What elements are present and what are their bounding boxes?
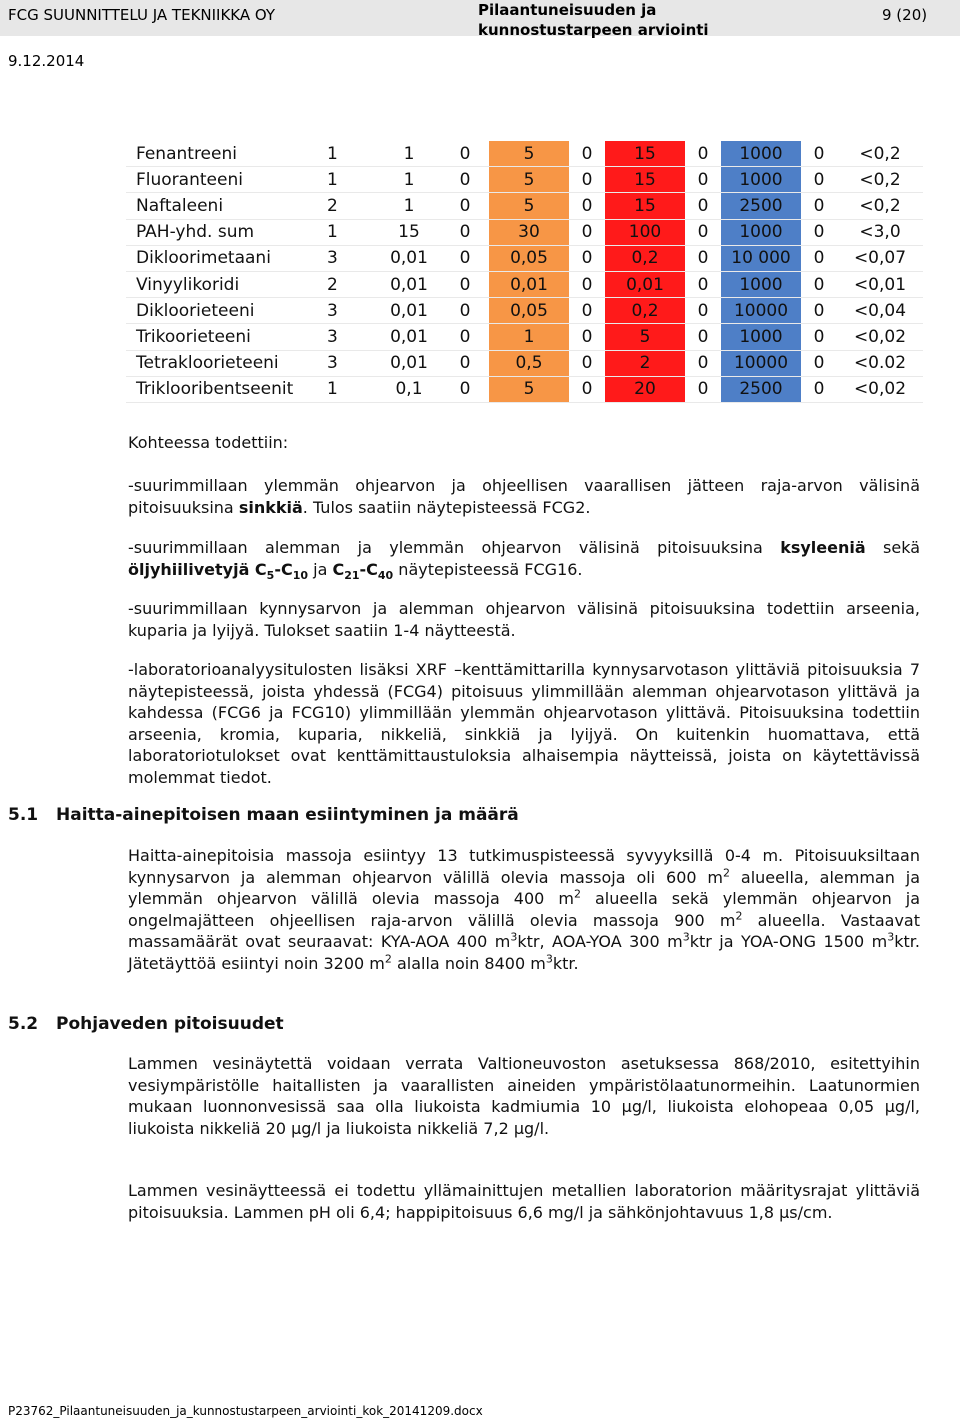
table-cell: 0 — [569, 193, 605, 219]
table-cell: 0 — [685, 167, 721, 193]
substance-name: Fluoranteeni — [126, 167, 319, 193]
table-cell: 5 — [489, 376, 569, 402]
substance-name: Trikoorieteeni — [126, 324, 319, 350]
table-cell: 5 — [489, 193, 569, 219]
table-cell: 0 — [569, 167, 605, 193]
table-cell: 10 000 — [721, 245, 801, 271]
table-cell: 1 — [489, 324, 569, 350]
footer-filename: P23762_Pilaantuneisuuden_ja_kunnostustarpeen_arviointi_kok_20141209.docx — [8, 1404, 483, 1418]
table-cell: 3 — [319, 350, 377, 376]
section-5-1-text: Haitta-ainepitoisia massoja esiintyy 13 tutkimuspisteessä syvyyksillä 0-4 m. Pitoisuuksiltaan kynnysarvon ja alemman ohjearvon välillä olevia massoja oli 600 $m^2$ alueella, alemman ja ylemmän ohjearvon välillä olevia massoja 400 $m^2$ alueella sekä ylemmän ohjearvon ja ongelmajätteen ohjeellisen raja-arvon välillä olevia massoja 900 $m^2$ alueella. Vastaavat massamäärät ovat seuraavat: KYA-AOA 400 $m^3ktr$, AOA-YOA 300 $m^3ktr$ ja YOA-ONG 1500 $m^3ktr$. Jätetäyttöä esiintyi noin 3200 $m^2$ alalla noin 8400 $m^3ktr$. — [128, 846, 921, 973]
table-cell: 0 — [441, 298, 489, 324]
table-cell: 0,05 — [489, 245, 569, 271]
table-cell: 2500 — [721, 376, 801, 402]
table-cell: 0,5 — [489, 350, 569, 376]
table-cell: 10000 — [721, 298, 801, 324]
table-cell: 15 — [605, 193, 685, 219]
finding-arsenic: -suurimmillaan kynnysarvon ja alemman ohjearvon välisinä pitoisuuksina todettiin arseenia, kuparia ja lyijyä. Tulokset saatiin 1-4 näytteestä. — [128, 599, 920, 640]
table-cell: <0,07 — [837, 245, 923, 271]
table-cell: 0 — [801, 141, 837, 167]
table-cell: 20 — [605, 376, 685, 402]
table-cell: 0 — [441, 141, 489, 167]
table-cell: 3 — [319, 324, 377, 350]
table-cell: 0 — [685, 298, 721, 324]
table-cell: 0 — [569, 350, 605, 376]
table-cell: 10000 — [721, 350, 801, 376]
table-cell: 0 — [801, 350, 837, 376]
table-cell: 0 — [685, 193, 721, 219]
table-cell: 0 — [569, 245, 605, 271]
table-row — [126, 350, 923, 376]
table-cell: 15 — [377, 219, 441, 245]
table-cell: <0,2 — [837, 167, 923, 193]
table-cell: 100 — [605, 219, 685, 245]
table-cell: 1 — [377, 193, 441, 219]
table-cell: <0,02 — [837, 376, 923, 402]
table-cell: <0,04 — [837, 298, 923, 324]
table-cell: 0 — [441, 193, 489, 219]
table-cell: 5 — [489, 167, 569, 193]
table-cell: 0 — [801, 324, 837, 350]
section-5-2-heading: 5.2 Pohjaveden pitoisuudet — [8, 1014, 284, 1034]
company-name: FCG SUUNNITTELU JA TEKNIIKKA OY — [8, 6, 276, 24]
table-cell: 0,05 — [489, 298, 569, 324]
section-5-2-text-1: Lammen vesinäytettä voidaan verrata Valtioneuvoston asetuksessa 868/2010, esitettyihin vesiympäristölle haitallisten ja vaarallisten aineiden ympäristölaatunormeihin. Laatunormien mukaan luonnonvesissä saa olla liukoista kadmiumia 10 µg/l, liukoista elohopeaa 0,05 µg/l, liukoista nikkeliä 20 µg/l ja liukoista nikkeliä 7,2 µg/l. — [128, 1054, 920, 1138]
table-cell: 30 — [489, 219, 569, 245]
table-cell: 5 — [489, 141, 569, 167]
page-number: 9 (20) — [882, 6, 928, 24]
substance-name: Naftaleeni — [126, 193, 319, 219]
table-cell: 0,01 — [377, 271, 441, 297]
table-cell: <0,02 — [837, 324, 923, 350]
table-cell: 3 — [319, 298, 377, 324]
table-cell: 0,2 — [605, 298, 685, 324]
table-row — [126, 376, 923, 402]
table-cell: 1 — [319, 376, 377, 402]
table-cell: 0 — [569, 141, 605, 167]
findings-intro: Kohteessa todettiin: — [128, 433, 289, 452]
table-cell: 0 — [441, 219, 489, 245]
table-cell: 1000 — [721, 141, 801, 167]
table-cell: 2 — [319, 271, 377, 297]
table-cell: 0 — [801, 376, 837, 402]
section-5-2-text-2: Lammen vesinäytteessä ei todettu yllämainittujen metallien laboratorion määritysrajat ylittäviä pitoisuuksia. Lammen pH oli 6,4; happipitoisuus 6,6 mg/l ja sähkönjohtavuus 1,8 µs/cm. — [128, 1181, 920, 1222]
substance-name: Dikloorimetaani — [126, 245, 319, 271]
table-cell: 0,1 — [377, 376, 441, 402]
table-row — [126, 193, 923, 219]
table-cell: 2 — [319, 193, 377, 219]
table-cell: 0 — [569, 271, 605, 297]
table-cell: 0 — [569, 298, 605, 324]
table-body — [126, 141, 923, 402]
table-cell: 0 — [441, 245, 489, 271]
document-title: Pilaantuneisuuden ja kunnostustarpeen arviointi — [478, 1, 709, 39]
table-cell: 0 — [685, 324, 721, 350]
table-cell: 0,01 — [377, 350, 441, 376]
finding-xylene: -suurimmillaan alemman ja ylemmän ohjearvon välisinä pitoisuuksina ksyleeniä sekä öljyhiilivetyjä $C_5-C_{10}$ ja $C_{21}-C_{40}$ näytepisteessä FCG16. — [128, 538, 920, 582]
finding-zinc: -suurimmillaan ylemmän ohjearvon ja ohjeellisen vaarallisen jätteen raja-arvon välisinä pitoisuuksina sinkkiä. Tulos saatiin näytepisteessä FCG2. — [128, 476, 920, 517]
substance-name: Vinyylikoridi — [126, 271, 319, 297]
table-cell: 15 — [605, 141, 685, 167]
table-cell: 0 — [441, 167, 489, 193]
table-cell: 0 — [441, 350, 489, 376]
table-cell: 3 — [319, 245, 377, 271]
table-cell: 1000 — [721, 219, 801, 245]
table-cell: 1 — [319, 219, 377, 245]
table-cell: 0,01 — [377, 324, 441, 350]
table-cell: 1000 — [721, 271, 801, 297]
table-cell: 15 — [605, 167, 685, 193]
table-cell: 0 — [569, 376, 605, 402]
substance-name: Triklooribentseenit — [126, 376, 319, 402]
substance-name: Fenantreeni — [126, 141, 319, 167]
table-cell: 1 — [377, 167, 441, 193]
section-5-1-heading: 5.1 Haitta-ainepitoisen maan esiintyminen ja määrä — [8, 805, 519, 825]
table-cell: 0 — [685, 350, 721, 376]
table-cell: 1000 — [721, 324, 801, 350]
table-cell: <0,01 — [837, 271, 923, 297]
table-cell: <0,2 — [837, 193, 923, 219]
table-cell: 0 — [801, 219, 837, 245]
table-cell: 0,01 — [489, 271, 569, 297]
table-row — [126, 141, 923, 167]
table-cell: <0.02 — [837, 350, 923, 376]
table-cell: 0 — [685, 141, 721, 167]
table-row — [126, 298, 923, 324]
table-cell: 2 — [605, 350, 685, 376]
table-cell: 0 — [801, 298, 837, 324]
table-cell: 0 — [801, 193, 837, 219]
table-cell: 0 — [441, 271, 489, 297]
table-cell: 0,01 — [377, 298, 441, 324]
table-row — [126, 271, 923, 297]
table-cell: 0,2 — [605, 245, 685, 271]
table-cell: 0 — [441, 376, 489, 402]
table-cell: 0 — [685, 271, 721, 297]
table-cell: 0 — [569, 324, 605, 350]
limit-value-table — [126, 141, 923, 403]
table-cell: 0 — [685, 376, 721, 402]
table-cell: 2500 — [721, 193, 801, 219]
table-row — [126, 324, 923, 350]
table-cell: 0 — [685, 245, 721, 271]
table-cell: 0 — [441, 324, 489, 350]
document-date: 9.12.2014 — [8, 52, 85, 70]
table-cell: 0 — [685, 219, 721, 245]
page-header — [0, 0, 960, 39]
table-cell: 1 — [319, 167, 377, 193]
substance-name: PAH-yhd. sum — [126, 219, 319, 245]
table-cell: 1 — [377, 141, 441, 167]
table-cell: 5 — [605, 324, 685, 350]
table-cell: 1 — [319, 141, 377, 167]
table-cell: 0,01 — [605, 271, 685, 297]
table-cell: 1000 — [721, 167, 801, 193]
table-cell: 0 — [801, 245, 837, 271]
table-cell: 0 — [801, 167, 837, 193]
table-cell: 0,01 — [377, 245, 441, 271]
table-cell: <0,2 — [837, 141, 923, 167]
table-cell: 0 — [569, 219, 605, 245]
substance-name: Tetrakloorieteeni — [126, 350, 319, 376]
table-cell: <3,0 — [837, 219, 923, 245]
substance-name: Dikloorieteeni — [126, 298, 319, 324]
table-cell: 0 — [801, 271, 837, 297]
table-row — [126, 167, 923, 193]
table-row — [126, 219, 923, 245]
finding-xrf: -laboratorioanalyysitulosten lisäksi XRF –kenttämittarilla kynnysarvotason ylittäviä pitoisuuksia 7 näytepisteessä, joista yhdessä (FCG4) pitoisuus ylimmillään alemman ohjearvotason ylittävä ja kahdessa (FCG6 ja FCG10) ylimmillään ylemmän ohjearvotason ylittävä. Pitoisuuksina todettiin arseenia, kromia, kuparia, nikkeliä, sinkkiä ja lyijyä. On kuitenkin huomattava, että laboratoriotulokset ovat kenttämittaustuloksia alhaisempia näytteissä, joista on käytettävissä molemmat tiedot. — [128, 660, 920, 787]
table-row — [126, 245, 923, 271]
